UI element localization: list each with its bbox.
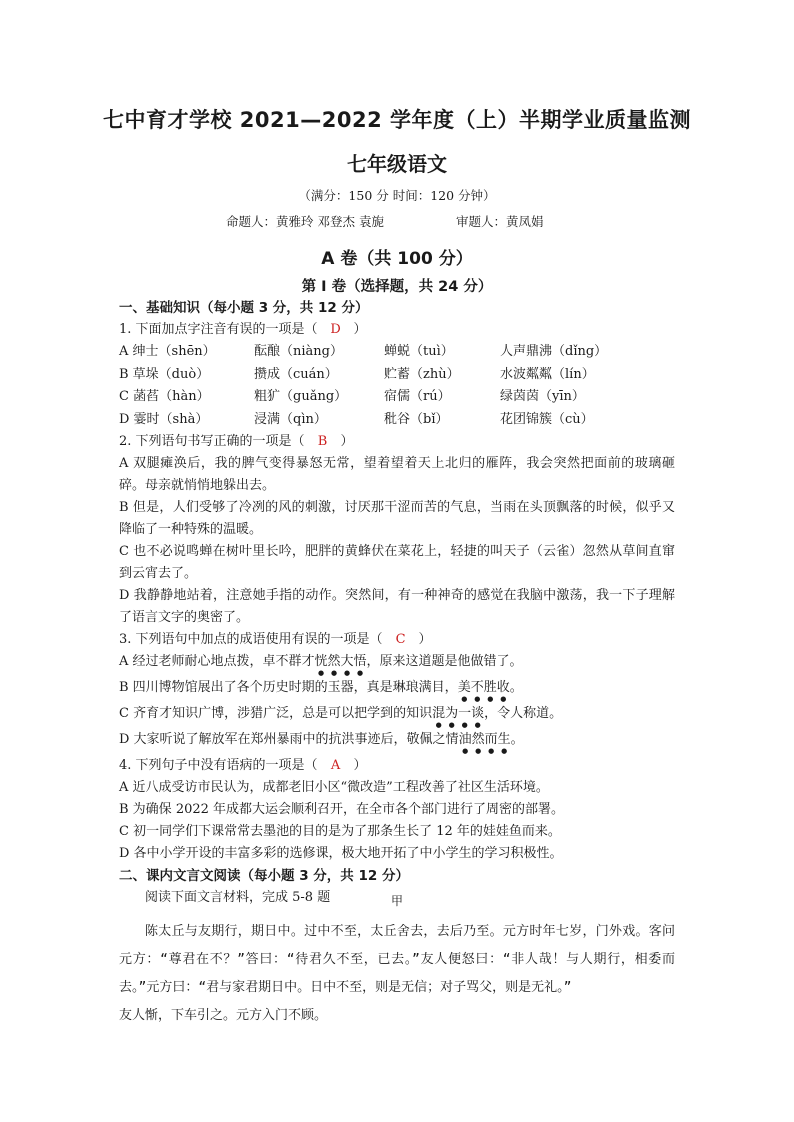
dotted-idiom: 美不胜收 [457,680,510,695]
answer-3: C [395,632,406,647]
q4-option-b: B 为确保 2022 年成都大运会顺利召开，在全市各个部门进行了周密的部署。 [119,802,565,817]
reading-intro: 阅读下面文言材料，完成 5-8 题 [145,890,331,905]
section1-heading: 一、基础知识（每小题 3 分，共 12 分） [119,300,369,316]
q1-option-c: C 菡萏（hàn） 粗犷（guǎng） 宿儒（rú） 绿茵茵（yīn） [119,389,585,404]
exam-title: 七中育才学校 2021—2022 学年度（上）半期学业质量监测 [102,108,691,132]
dotted-idiom: 混为一谈 [432,706,485,721]
authors: 命题人：黄雅玲 邓登杰 袁旎 [226,214,384,229]
q1-option-a: A 绅士（shēn） 酝酿（niàng） 蝉蜕（tuì） 人声鼎沸（dǐng） [119,344,608,359]
questions-area [119,297,675,909]
q3-option-c: C 齐育才知识广博，涉猎广泛，总是可以把学到的知识混为一谈，令人称道。 [119,706,563,721]
q3-option-a: A 经过老师耐心地点拨，卓不群才恍然大悟，原来这道题是他做错了。 [119,654,523,669]
question-4-stem: 4. 下列句子中没有语病的一项是（ A ） [119,755,675,777]
q2-option-c: C 也不必说鸣蝉在树叶里长吟，肥胖的黄蜂伏在菜花上，轻捷的叫天子（云雀）忽然从草间直窜到云宵去了。 [119,544,675,581]
q2-option-b: B 但是，人们受够了冷冽的风的刺激，讨厌那干涩而苦的气息，当雨在头顶飘落的时候，似乎又降临了一种特殊的温暖。 [119,500,675,537]
reviewer: 审题人：黄凤娟 [455,214,544,229]
q4-option-a: A 近八成受访市民认为，成都老旧小区“微改造”工程改善了社区生活环境。 [119,780,549,795]
q3-option-b: B 四川博物馆展出了各个历史时期的玉器，真是琳琅满目，美不胜收。 [119,680,523,695]
q4-option-d: D 各中小学开设的丰富多彩的选修课，极大地开拓了中小学生的学习积极性。 [119,846,563,861]
dotted-idiom: 油然而生 [458,732,511,747]
answer-4: A [330,758,341,773]
passage-text: 陈太丘与友期行，期日中。过中不至，太丘舍去，去后乃至。元方时年七岁，门外戏。客问元方：“尊君在不？”答曰：“待君久不至，已去。”友人便怒曰：“非人哉！与人期行，相委而去。”元方曰：“君与家君期日中。日中不至，则是无信；对子骂父，则是无礼。” [119,924,675,995]
question-1-stem: 1. 下面加点字注音有误的一项是（ D ） [119,319,675,341]
authors-line [226,212,543,230]
answer-1: D [330,322,341,337]
part-a-heading: A 卷（共 100 分） [321,249,473,269]
classical-passage [119,918,675,1030]
question-2-stem: 2. 下列语句书写正确的一项是（ B ） [119,431,675,453]
q1-option-d: D 霎时（shà） 浸满（qìn） 秕谷（bǐ） 花团锦簇（cù） [119,411,594,427]
question-3-stem: 3. 下列语句中加点的成语使用有误的一项是（ C ） [119,629,675,651]
section2-heading: 二、课内文言文阅读（每小题 3 分，共 12 分） [119,868,409,884]
passage-label: 甲 [390,894,403,908]
dotted-idiom: 恍然大悟 [314,654,367,669]
q2-option-d: D 我静静地站着，注意她手指的动作。突然间，有一种神奇的感觉在我脑中激荡，我一下子理解了语言文字的奥密了。 [119,588,675,625]
part-1-heading: 第 I 卷（选择题，共 24 分） [301,279,493,295]
exam-subtitle: 七年级语文 [347,152,447,176]
passage-text-end: 友人惭，下车引之。元方入门不顾。 [119,1008,328,1023]
q1-option-b: B 草垛（duò） 攒成（cuán） 贮蓄（zhù） 水波粼粼（lín） [119,366,595,382]
score-time: （满分：150 分 时间：120 分钟） [298,188,496,203]
answer-2: B [317,434,328,449]
q4-option-c: C 初一同学们下课常常去墨池的目的是为了那条生长了 12 年的娃娃鱼而来。 [119,824,561,839]
q2-option-a: A 双腿瘫涣后，我的脾气变得暴怒无常，望着望着天上北归的雁阵，我会突然把面前的玻璃砸碎。母亲就悄悄地躲出去。 [119,456,675,493]
q3-option-d: D 大家听说了解放军在郑州暴雨中的抗洪事迹后，敬佩之情油然而生。 [119,732,524,747]
